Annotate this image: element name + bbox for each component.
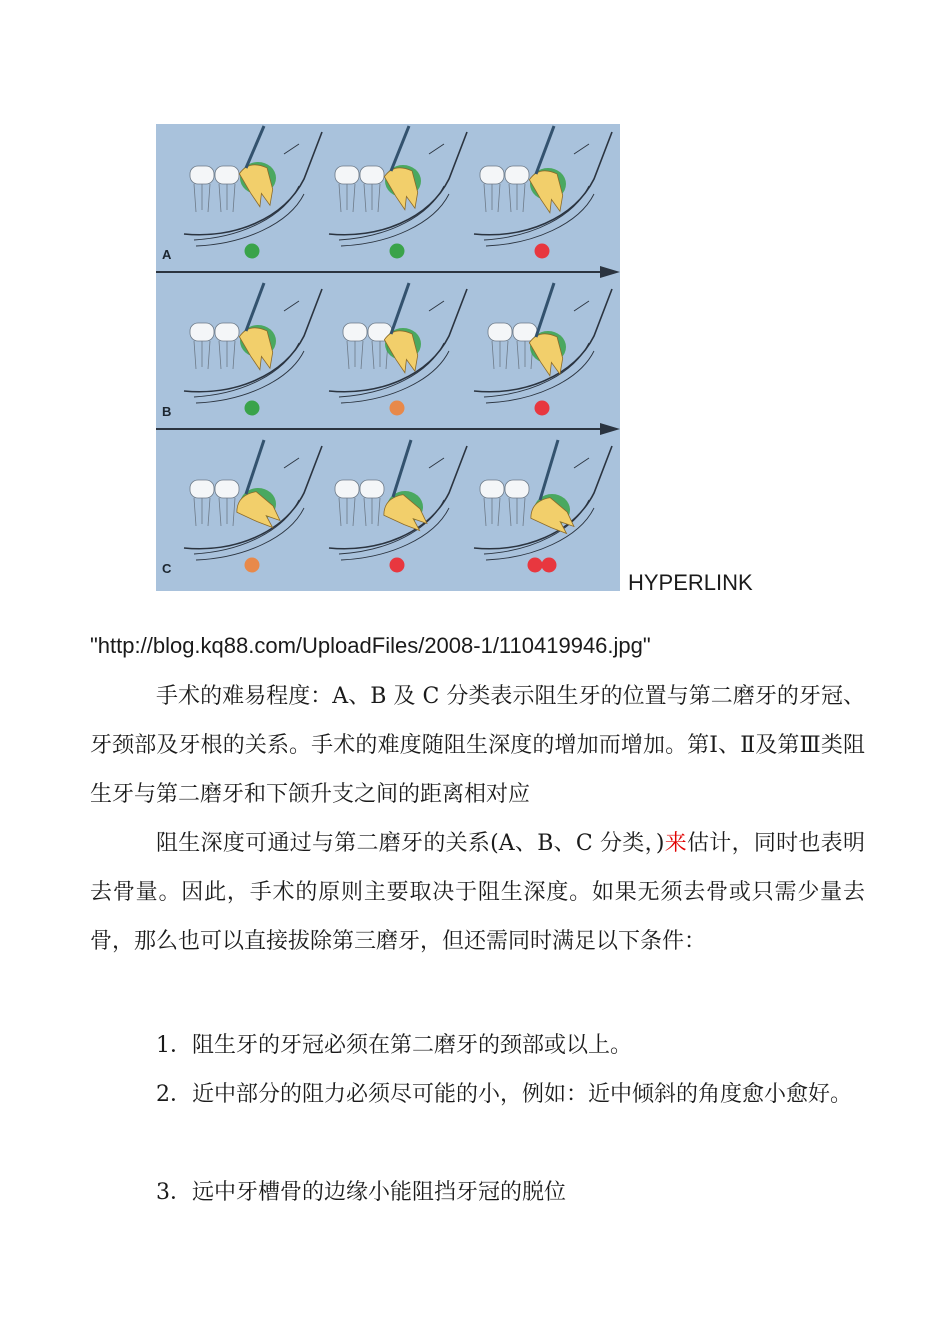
- arrow-head-icon: [600, 423, 620, 435]
- difficulty-dot: [528, 558, 543, 573]
- hyperlink-url[interactable]: "http://blog.kq88.com/UploadFiles/2008-1/110419946.jpg": [90, 633, 651, 658]
- canal-line: [194, 186, 299, 240]
- elevator-instrument: [393, 440, 411, 497]
- molar-roots: [364, 184, 380, 212]
- paragraph-difficulty: 手术的难易程度：A、B 及 C 分类表示阻生牙的位置与第二磨牙的牙冠、牙颈部及牙根的关系。手术的难度随阻生深度的增加而增加。第Ⅰ、Ⅱ及第Ⅲ类阻生牙与第二磨牙和下颌升支之间的距离相对应: [90, 684, 865, 807]
- impacted-tooth: [233, 487, 285, 535]
- ramus-mark: [284, 301, 299, 311]
- condition-item-3: 3．远中牙槽骨的边缘小能阻挡牙冠的脱位: [156, 1180, 566, 1205]
- molar-roots: [339, 184, 355, 212]
- molar-crown: [480, 480, 504, 498]
- molar-roots: [219, 184, 235, 212]
- canal-line: [339, 186, 444, 240]
- molar-roots: [339, 498, 355, 526]
- paragraph-depth-start: 阻生深度可通过与第二磨牙的关系(A、B、C 分类，): [156, 831, 665, 856]
- ramus-mark: [284, 458, 299, 468]
- elevator-instrument: [540, 440, 558, 500]
- arrow-head-icon: [600, 266, 620, 278]
- condition-item-2: 2．近中部分的阻力必须尽可能的小，例如：近中倾斜的角度愈小愈好。: [156, 1082, 852, 1107]
- difficulty-dot: [390, 558, 405, 573]
- molar-crown: [480, 166, 504, 184]
- molar-crown: [190, 480, 214, 498]
- ramus-mark: [574, 144, 589, 154]
- difficulty-dot: [390, 401, 405, 416]
- row-label: B: [162, 404, 172, 419]
- elevator-instrument: [391, 283, 409, 334]
- molar-crown: [190, 323, 214, 341]
- molar-roots: [492, 341, 508, 369]
- row-label: C: [162, 561, 172, 576]
- molar-roots: [194, 341, 210, 369]
- molar-crown: [215, 480, 239, 498]
- hyperlink-field-word: HYPERLINK: [628, 570, 753, 595]
- molar-crown: [360, 166, 384, 184]
- difficulty-dot: [542, 558, 557, 573]
- molar-roots: [364, 498, 380, 526]
- ramus-mark: [429, 301, 444, 311]
- elevator-instrument: [246, 126, 264, 168]
- molar-roots: [347, 341, 363, 369]
- ramus-mark: [574, 301, 589, 311]
- ramus-mark: [429, 458, 444, 468]
- molar-crown: [360, 480, 384, 498]
- paragraph-depth: [90, 819, 865, 966]
- elevator-instrument: [536, 126, 554, 174]
- molar-crown: [215, 166, 239, 184]
- molar-roots: [484, 184, 500, 212]
- molar-crown: [335, 480, 359, 498]
- figure-illustration: [156, 124, 620, 591]
- ramus-mark: [574, 458, 589, 468]
- elevator-instrument: [246, 440, 264, 494]
- difficulty-dot: [245, 401, 260, 416]
- molar-roots: [509, 184, 525, 212]
- molar-roots: [509, 498, 525, 526]
- molar-crown: [488, 323, 512, 341]
- ramus-mark: [429, 144, 444, 154]
- molar-roots: [219, 498, 235, 526]
- molar-crown: [215, 323, 239, 341]
- molar-roots: [194, 184, 210, 212]
- elevator-instrument: [536, 283, 554, 337]
- row-label: A: [162, 247, 172, 262]
- condition-item-1: 1．阻生牙的牙冠必须在第二磨牙的颈部或以上。: [156, 1033, 632, 1058]
- molar-crown: [335, 166, 359, 184]
- impaction-classification-figure: [156, 124, 620, 591]
- paragraph-depth-end: 估计，同时也表明去骨量。因此，手术的原则主要取决于阻生深度。如果无须去骨或只需少量去骨，那么也可以直接拔除第三磨牙，但还需同时满足以下条件：: [90, 831, 865, 954]
- elevator-instrument: [246, 283, 264, 331]
- molar-crown: [190, 166, 214, 184]
- difficulty-dot: [245, 558, 260, 573]
- difficulty-dot: [535, 244, 550, 259]
- molar-roots: [219, 341, 235, 369]
- elevator-instrument: [391, 126, 409, 171]
- molar-roots: [194, 498, 210, 526]
- difficulty-dot: [390, 244, 405, 259]
- molar-crown: [505, 480, 529, 498]
- molar-crown: [505, 166, 529, 184]
- ramus-mark: [284, 144, 299, 154]
- highlighted-char: 来: [664, 831, 688, 856]
- molar-roots: [484, 498, 500, 526]
- molar-crown: [343, 323, 367, 341]
- difficulty-dot: [245, 244, 260, 259]
- difficulty-dot: [535, 401, 550, 416]
- impacted-tooth: [380, 490, 432, 538]
